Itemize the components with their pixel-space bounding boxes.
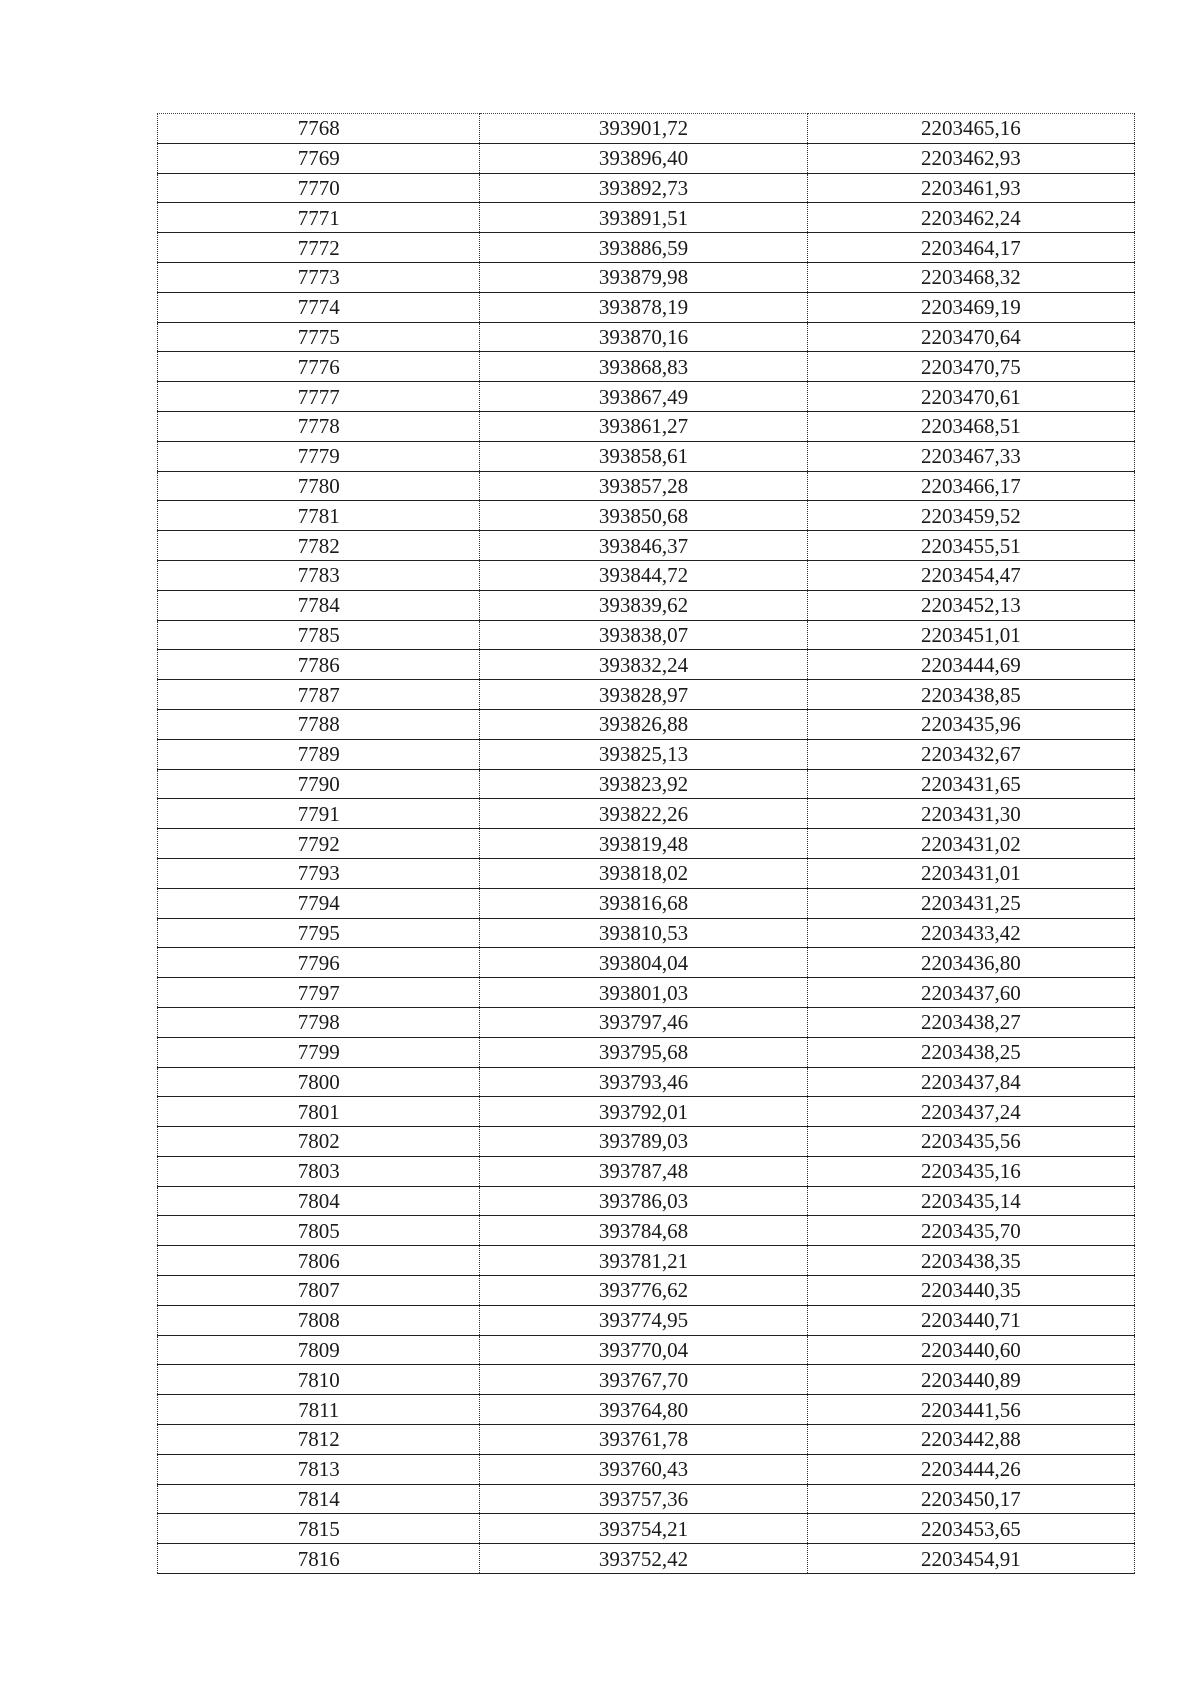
x-coordinate-cell: 393850,68 xyxy=(480,501,807,531)
x-coordinate-cell: 393774,95 xyxy=(480,1305,807,1335)
y-coordinate-cell: 2203465,16 xyxy=(807,114,1134,144)
point-number-cell: 7795 xyxy=(158,918,480,948)
point-number-cell: 7793 xyxy=(158,858,480,888)
table-row xyxy=(158,918,1135,948)
y-coordinate-cell: 2203431,25 xyxy=(807,888,1134,918)
y-coordinate-cell: 2203470,64 xyxy=(807,322,1134,352)
x-coordinate-cell: 393844,72 xyxy=(480,560,807,590)
table-row xyxy=(158,560,1135,590)
x-coordinate-cell: 393868,83 xyxy=(480,352,807,382)
point-number-cell: 7804 xyxy=(158,1186,480,1216)
x-coordinate-cell: 393878,19 xyxy=(480,292,807,322)
table-row xyxy=(158,799,1135,829)
y-coordinate-cell: 2203469,19 xyxy=(807,292,1134,322)
table-row xyxy=(158,739,1135,769)
point-number-cell: 7770 xyxy=(158,173,480,203)
y-coordinate-cell: 2203455,51 xyxy=(807,531,1134,561)
point-number-cell: 7806 xyxy=(158,1246,480,1276)
table-row xyxy=(158,1007,1135,1037)
x-coordinate-cell: 393816,68 xyxy=(480,888,807,918)
point-number-cell: 7800 xyxy=(158,1067,480,1097)
y-coordinate-cell: 2203442,88 xyxy=(807,1425,1134,1455)
point-number-cell: 7811 xyxy=(158,1395,480,1425)
x-coordinate-cell: 393757,36 xyxy=(480,1484,807,1514)
x-coordinate-cell: 393789,03 xyxy=(480,1127,807,1157)
y-coordinate-cell: 2203431,01 xyxy=(807,858,1134,888)
point-number-cell: 7794 xyxy=(158,888,480,918)
y-coordinate-cell: 2203441,56 xyxy=(807,1395,1134,1425)
point-number-cell: 7786 xyxy=(158,650,480,680)
y-coordinate-cell: 2203453,65 xyxy=(807,1514,1134,1544)
point-number-cell: 7785 xyxy=(158,620,480,650)
point-number-cell: 7783 xyxy=(158,560,480,590)
table-row xyxy=(158,531,1135,561)
point-number-cell: 7773 xyxy=(158,262,480,292)
table-row xyxy=(158,650,1135,680)
x-coordinate-cell: 393867,49 xyxy=(480,382,807,412)
table-row xyxy=(158,1544,1135,1574)
table-row xyxy=(158,1395,1135,1425)
table-row xyxy=(158,173,1135,203)
point-number-cell: 7782 xyxy=(158,531,480,561)
point-number-cell: 7777 xyxy=(158,382,480,412)
table-row xyxy=(158,1276,1135,1306)
y-coordinate-cell: 2203444,26 xyxy=(807,1454,1134,1484)
x-coordinate-cell: 393792,01 xyxy=(480,1097,807,1127)
point-number-cell: 7780 xyxy=(158,471,480,501)
coordinates-table xyxy=(157,113,1135,1574)
table-row xyxy=(158,620,1135,650)
table-row xyxy=(158,769,1135,799)
table-row xyxy=(158,1037,1135,1067)
x-coordinate-cell: 393838,07 xyxy=(480,620,807,650)
x-coordinate-cell: 393819,48 xyxy=(480,829,807,859)
y-coordinate-cell: 2203438,25 xyxy=(807,1037,1134,1067)
y-coordinate-cell: 2203470,61 xyxy=(807,382,1134,412)
y-coordinate-cell: 2203462,93 xyxy=(807,143,1134,173)
y-coordinate-cell: 2203459,52 xyxy=(807,501,1134,531)
table-row xyxy=(158,1216,1135,1246)
point-number-cell: 7789 xyxy=(158,739,480,769)
point-number-cell: 7784 xyxy=(158,590,480,620)
table-row xyxy=(158,233,1135,263)
point-number-cell: 7815 xyxy=(158,1514,480,1544)
table-row xyxy=(158,858,1135,888)
y-coordinate-cell: 2203444,69 xyxy=(807,650,1134,680)
x-coordinate-cell: 393770,04 xyxy=(480,1335,807,1365)
x-coordinate-cell: 393818,02 xyxy=(480,858,807,888)
table-row xyxy=(158,1484,1135,1514)
y-coordinate-cell: 2203454,91 xyxy=(807,1544,1134,1574)
table-row xyxy=(158,1514,1135,1544)
y-coordinate-cell: 2203468,51 xyxy=(807,411,1134,441)
y-coordinate-cell: 2203435,14 xyxy=(807,1186,1134,1216)
y-coordinate-cell: 2203462,24 xyxy=(807,203,1134,233)
point-number-cell: 7801 xyxy=(158,1097,480,1127)
table-row xyxy=(158,829,1135,859)
x-coordinate-cell: 393784,68 xyxy=(480,1216,807,1246)
x-coordinate-cell: 393793,46 xyxy=(480,1067,807,1097)
x-coordinate-cell: 393858,61 xyxy=(480,441,807,471)
y-coordinate-cell: 2203440,71 xyxy=(807,1305,1134,1335)
y-coordinate-cell: 2203438,35 xyxy=(807,1246,1134,1276)
x-coordinate-cell: 393826,88 xyxy=(480,709,807,739)
y-coordinate-cell: 2203450,17 xyxy=(807,1484,1134,1514)
point-number-cell: 7814 xyxy=(158,1484,480,1514)
y-coordinate-cell: 2203470,75 xyxy=(807,352,1134,382)
y-coordinate-cell: 2203464,17 xyxy=(807,233,1134,263)
point-number-cell: 7807 xyxy=(158,1276,480,1306)
x-coordinate-cell: 393787,48 xyxy=(480,1156,807,1186)
y-coordinate-cell: 2203440,89 xyxy=(807,1365,1134,1395)
point-number-cell: 7768 xyxy=(158,114,480,144)
table-row xyxy=(158,441,1135,471)
y-coordinate-cell: 2203440,60 xyxy=(807,1335,1134,1365)
point-number-cell: 7779 xyxy=(158,441,480,471)
x-coordinate-cell: 393886,59 xyxy=(480,233,807,263)
x-coordinate-cell: 393797,46 xyxy=(480,1007,807,1037)
table-row xyxy=(158,1365,1135,1395)
x-coordinate-cell: 393891,51 xyxy=(480,203,807,233)
table-row xyxy=(158,1454,1135,1484)
point-number-cell: 7787 xyxy=(158,680,480,710)
x-coordinate-cell: 393752,42 xyxy=(480,1544,807,1574)
y-coordinate-cell: 2203435,56 xyxy=(807,1127,1134,1157)
x-coordinate-cell: 393767,70 xyxy=(480,1365,807,1395)
point-number-cell: 7816 xyxy=(158,1544,480,1574)
table-row xyxy=(158,203,1135,233)
table-row xyxy=(158,143,1135,173)
table-row xyxy=(158,1246,1135,1276)
x-coordinate-cell: 393810,53 xyxy=(480,918,807,948)
y-coordinate-cell: 2203468,32 xyxy=(807,262,1134,292)
y-coordinate-cell: 2203461,93 xyxy=(807,173,1134,203)
x-coordinate-cell: 393761,78 xyxy=(480,1425,807,1455)
point-number-cell: 7772 xyxy=(158,233,480,263)
y-coordinate-cell: 2203438,85 xyxy=(807,680,1134,710)
y-coordinate-cell: 2203438,27 xyxy=(807,1007,1134,1037)
point-number-cell: 7774 xyxy=(158,292,480,322)
point-number-cell: 7778 xyxy=(158,411,480,441)
point-number-cell: 7805 xyxy=(158,1216,480,1246)
table-row xyxy=(158,1067,1135,1097)
point-number-cell: 7798 xyxy=(158,1007,480,1037)
table-row xyxy=(158,411,1135,441)
table-row xyxy=(158,1425,1135,1455)
y-coordinate-cell: 2203466,17 xyxy=(807,471,1134,501)
x-coordinate-cell: 393776,62 xyxy=(480,1276,807,1306)
y-coordinate-cell: 2203435,96 xyxy=(807,709,1134,739)
x-coordinate-cell: 393879,98 xyxy=(480,262,807,292)
table-row xyxy=(158,352,1135,382)
y-coordinate-cell: 2203435,70 xyxy=(807,1216,1134,1246)
x-coordinate-cell: 393857,28 xyxy=(480,471,807,501)
point-number-cell: 7790 xyxy=(158,769,480,799)
y-coordinate-cell: 2203436,80 xyxy=(807,948,1134,978)
y-coordinate-cell: 2203433,42 xyxy=(807,918,1134,948)
point-number-cell: 7812 xyxy=(158,1425,480,1455)
point-number-cell: 7813 xyxy=(158,1454,480,1484)
x-coordinate-cell: 393892,73 xyxy=(480,173,807,203)
point-number-cell: 7791 xyxy=(158,799,480,829)
x-coordinate-cell: 393861,27 xyxy=(480,411,807,441)
table-row xyxy=(158,292,1135,322)
point-number-cell: 7781 xyxy=(158,501,480,531)
y-coordinate-cell: 2203437,24 xyxy=(807,1097,1134,1127)
point-number-cell: 7769 xyxy=(158,143,480,173)
x-coordinate-cell: 393795,68 xyxy=(480,1037,807,1067)
point-number-cell: 7799 xyxy=(158,1037,480,1067)
table-row xyxy=(158,1156,1135,1186)
y-coordinate-cell: 2203440,35 xyxy=(807,1276,1134,1306)
x-coordinate-cell: 393896,40 xyxy=(480,143,807,173)
point-number-cell: 7803 xyxy=(158,1156,480,1186)
x-coordinate-cell: 393870,16 xyxy=(480,322,807,352)
y-coordinate-cell: 2203431,02 xyxy=(807,829,1134,859)
y-coordinate-cell: 2203437,60 xyxy=(807,978,1134,1008)
table-row xyxy=(158,978,1135,1008)
x-coordinate-cell: 393822,26 xyxy=(480,799,807,829)
table-row xyxy=(158,262,1135,292)
table-row xyxy=(158,590,1135,620)
y-coordinate-cell: 2203454,47 xyxy=(807,560,1134,590)
point-number-cell: 7788 xyxy=(158,709,480,739)
table-row xyxy=(158,1097,1135,1127)
y-coordinate-cell: 2203452,13 xyxy=(807,590,1134,620)
table-row xyxy=(158,322,1135,352)
x-coordinate-cell: 393786,03 xyxy=(480,1186,807,1216)
point-number-cell: 7775 xyxy=(158,322,480,352)
point-number-cell: 7809 xyxy=(158,1335,480,1365)
x-coordinate-cell: 393781,21 xyxy=(480,1246,807,1276)
y-coordinate-cell: 2203431,65 xyxy=(807,769,1134,799)
coordinates-table-body xyxy=(158,114,1135,1574)
x-coordinate-cell: 393839,62 xyxy=(480,590,807,620)
x-coordinate-cell: 393828,97 xyxy=(480,680,807,710)
point-number-cell: 7808 xyxy=(158,1305,480,1335)
y-coordinate-cell: 2203431,30 xyxy=(807,799,1134,829)
point-number-cell: 7810 xyxy=(158,1365,480,1395)
table-row xyxy=(158,471,1135,501)
y-coordinate-cell: 2203467,33 xyxy=(807,441,1134,471)
table-row xyxy=(158,1186,1135,1216)
x-coordinate-cell: 393823,92 xyxy=(480,769,807,799)
x-coordinate-cell: 393754,21 xyxy=(480,1514,807,1544)
table-row xyxy=(158,709,1135,739)
y-coordinate-cell: 2203432,67 xyxy=(807,739,1134,769)
table-row xyxy=(158,888,1135,918)
y-coordinate-cell: 2203451,01 xyxy=(807,620,1134,650)
x-coordinate-cell: 393832,24 xyxy=(480,650,807,680)
x-coordinate-cell: 393764,80 xyxy=(480,1395,807,1425)
table-row xyxy=(158,382,1135,412)
table-row xyxy=(158,1335,1135,1365)
point-number-cell: 7802 xyxy=(158,1127,480,1157)
table-row xyxy=(158,114,1135,144)
x-coordinate-cell: 393804,04 xyxy=(480,948,807,978)
point-number-cell: 7776 xyxy=(158,352,480,382)
point-number-cell: 7792 xyxy=(158,829,480,859)
table-row xyxy=(158,1305,1135,1335)
table-row xyxy=(158,501,1135,531)
y-coordinate-cell: 2203435,16 xyxy=(807,1156,1134,1186)
point-number-cell: 7797 xyxy=(158,978,480,1008)
x-coordinate-cell: 393760,43 xyxy=(480,1454,807,1484)
x-coordinate-cell: 393901,72 xyxy=(480,114,807,144)
y-coordinate-cell: 2203437,84 xyxy=(807,1067,1134,1097)
point-number-cell: 7771 xyxy=(158,203,480,233)
point-number-cell: 7796 xyxy=(158,948,480,978)
x-coordinate-cell: 393801,03 xyxy=(480,978,807,1008)
table-row xyxy=(158,948,1135,978)
x-coordinate-cell: 393825,13 xyxy=(480,739,807,769)
table-row xyxy=(158,680,1135,710)
table-row xyxy=(158,1127,1135,1157)
x-coordinate-cell: 393846,37 xyxy=(480,531,807,561)
